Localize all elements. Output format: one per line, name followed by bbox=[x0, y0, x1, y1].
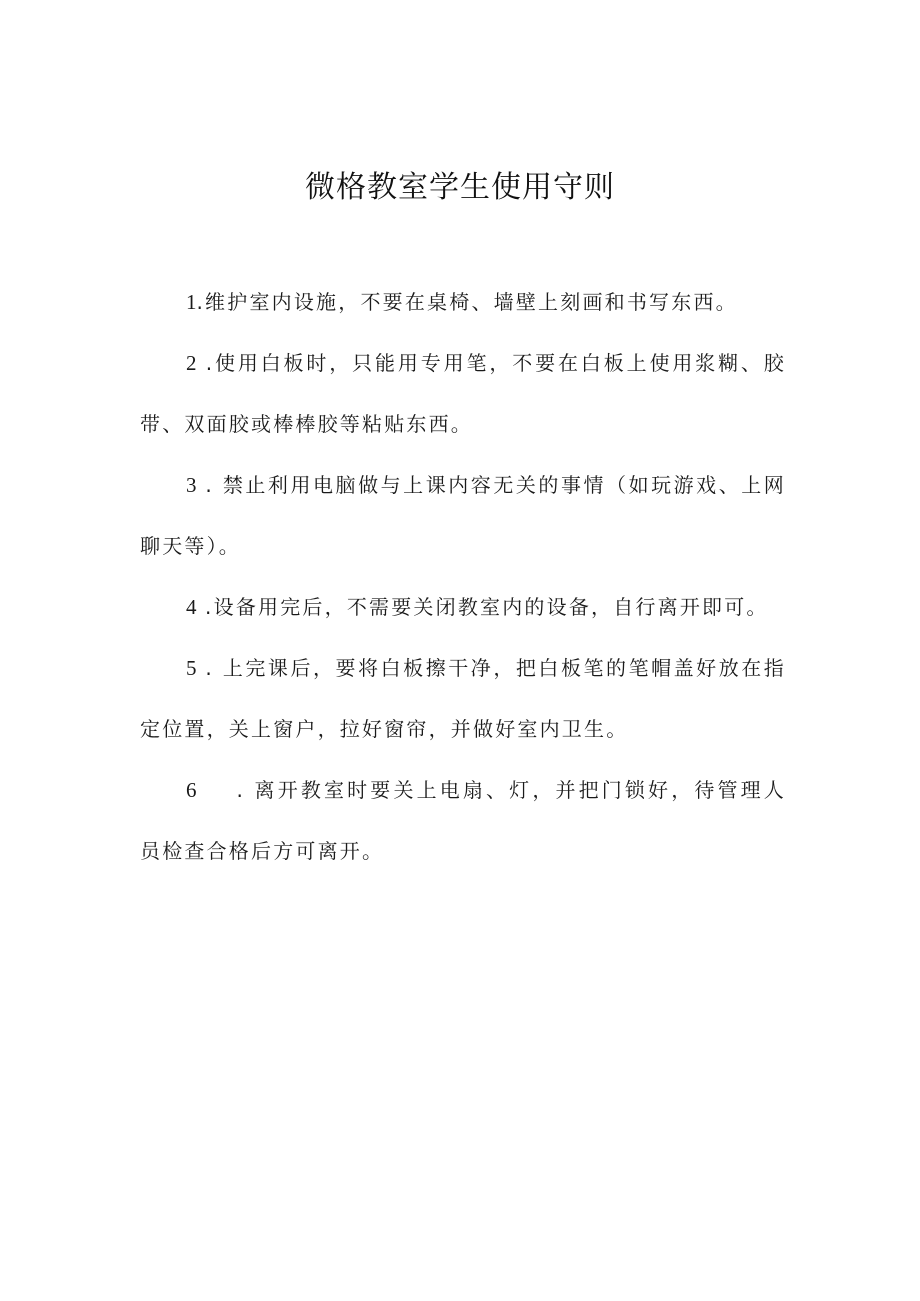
rule-item-3 bbox=[140, 455, 786, 577]
rule-number: 6 bbox=[186, 778, 197, 802]
rule-item-2 bbox=[140, 333, 786, 455]
rule-item-5 bbox=[140, 638, 786, 760]
rule-number: 4 bbox=[186, 595, 197, 619]
rule-number: 5 bbox=[186, 656, 197, 680]
rule-text: . 上完课后，要将白板擦干净，把白板笔的笔帽盖好放在指定位置，关上窗户，拉好窗帘，并做好室内卫生。 bbox=[140, 656, 786, 741]
rule-text: . 离开教室时要关上电扇、灯，并把门锁好，待管理人员检查合格后方可离开。 bbox=[140, 778, 786, 863]
rule-text: .使用白板时，只能用专用笔，不要在白板上使用浆糊、胶带、双面胶或棒棒胶等粘贴东西。 bbox=[140, 351, 786, 436]
rule-number: 3 bbox=[186, 473, 197, 497]
rule-text: . 禁止利用电脑做与上课内容无关的事情（如玩游戏、上网聊天等）。 bbox=[140, 473, 786, 558]
rule-item-1 bbox=[140, 272, 786, 333]
rule-text: .设备用完后，不需要关闭教室内的设备，自行离开即可。 bbox=[196, 595, 769, 619]
rule-text: .维护室内设施，不要在桌椅、墙壁上刻画和书写东西。 bbox=[196, 290, 738, 314]
rule-item-6 bbox=[140, 760, 786, 882]
rule-number: 1 bbox=[186, 290, 197, 314]
rules-list bbox=[140, 272, 786, 882]
rule-item-4 bbox=[140, 577, 786, 638]
document-title: 微格教室学生使用守则 bbox=[305, 170, 615, 205]
rule-number: 2 bbox=[186, 351, 197, 375]
